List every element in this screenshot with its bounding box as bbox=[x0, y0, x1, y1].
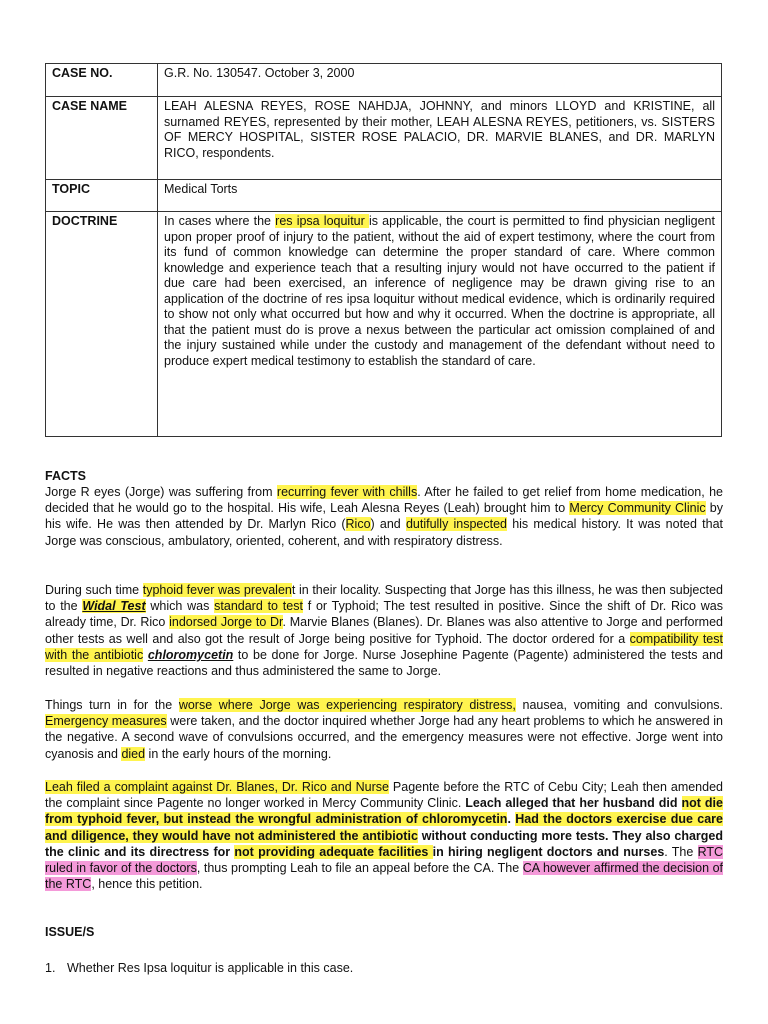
facts-paragraph-4 bbox=[45, 779, 723, 892]
text: his medical history. It was noted that Jorge was conscious, ambulatory, oriented, coherent, and with respiratory distress. bbox=[45, 517, 723, 548]
doctrine-value bbox=[158, 212, 722, 437]
highlight: standard to test bbox=[214, 599, 303, 614]
case-name-label: CASE NAME bbox=[46, 97, 158, 180]
doctrine-text-2: is applicable, the court is permitted to find physician negligent upon proper proof of injury to the patient, without the aid of expert testimony, where the court from its fund of common knowledge can determine the proper standard of care. Where common knowledge and experience teach that a resulting injury would not have occurred to the patient if due care had been exercised, an inference of negligence may be drawn giving rise to an application of the doctrine of res ipsa loquitur without medical evidence, which is ordinarily required to show not only what occurred but how and why it occurred. When the doctrine is appropriate, all that the patient must do is prove a nexus between the particular act omission complained of and the injury sustained while under the custody and management of the defendant without need to produce expert medical testimony to establish the standard of care. bbox=[164, 214, 715, 368]
highlight: recurring fever with chills bbox=[276, 485, 418, 499]
bold-text: . bbox=[507, 812, 516, 827]
pink-highlight: CA however affirmed the decision of the RTC bbox=[45, 861, 724, 892]
highlight: indorsed Jorge to Dr bbox=[169, 615, 283, 630]
text: in the early hours of the morning. bbox=[145, 746, 332, 761]
bold-text: Leach alleged that her husband did bbox=[465, 796, 682, 811]
issue-text: Whether Res Ipsa loquitur is applicable in this case. bbox=[67, 961, 354, 975]
text: . Marvie Blanes (Blanes). Dr. Blanes was also attentive to Jorge and performed other tests as well and also got the result of Jorge being positive for Typhoid. The doctor ordered for a bbox=[45, 615, 723, 646]
highlight: Rico bbox=[345, 517, 371, 532]
text: , thus prompting Leah to file an appeal before the CA. The bbox=[196, 861, 523, 876]
case-digest-page bbox=[45, 63, 723, 437]
text: Jorge R eyes (Jorge) was suffering from bbox=[45, 485, 277, 499]
emphasis: chloromycetin bbox=[147, 647, 234, 662]
doctrine-label: DOCTRINE bbox=[46, 212, 158, 437]
facts-paragraph-1 bbox=[45, 484, 723, 549]
highlight: dutifully inspected bbox=[405, 517, 508, 532]
highlight-res-ipsa: res ipsa loquitur bbox=[275, 214, 369, 228]
case-table bbox=[45, 63, 722, 437]
highlight: died bbox=[121, 746, 146, 761]
case-name-row bbox=[46, 97, 722, 180]
issue-item bbox=[45, 960, 353, 976]
pink-highlight: RTC ruled in favor of the doctors bbox=[45, 844, 724, 876]
highlight: worse where Jorge was experiencing respiratory distress, bbox=[178, 698, 516, 712]
text: Pagente before the RTC of Cebu City; Leah then amended the complaint since Pagente no longer worked in Mercy Community Clinic. bbox=[45, 780, 723, 811]
text: were taken, and the doctor inquired whether Jorge had any heart problems to which he answered in the negative. A second wave of convulsions occurred, and the emergency measures were not effective. Jorge went into cyanosis and bbox=[45, 714, 724, 761]
text: f or Typhoid; The test resulted in positive. Since the shift of Dr. Rico was already time, Dr. Rico bbox=[45, 599, 723, 630]
topic-label: TOPIC bbox=[46, 180, 158, 212]
issue-number: 1. bbox=[45, 961, 56, 975]
highlight: compatibility test with the antibiotic bbox=[45, 631, 723, 662]
highlight: typhoid fever was prevalen bbox=[142, 583, 292, 597]
highlight: not providing adequate facilities bbox=[234, 844, 433, 859]
text: Things turn in for the bbox=[45, 698, 179, 712]
text: During such time bbox=[45, 583, 143, 597]
highlight: Had the doctors exercise due care and diligence, they would have not administered the antibiotic bbox=[45, 812, 724, 843]
facts-paragraph-2 bbox=[45, 582, 723, 679]
text: ) and bbox=[370, 517, 406, 532]
highlight: Mercy Community Clinic bbox=[569, 501, 706, 516]
highlight: Emergency measures bbox=[45, 714, 167, 729]
topic-value: Medical Torts bbox=[158, 180, 722, 212]
case-no-value: G.R. No. 130547. October 3, 2000 bbox=[158, 64, 722, 97]
bold-text: in hiring negligent doctors and nurses bbox=[432, 844, 665, 859]
text: . After he failed to get relief from home medication, he decided that he would go to the hospital. His wife, Leah Alesna Reyes (Leah) brought him to bbox=[45, 485, 723, 516]
text: by his wife. He was then attended by Dr. Marlyn Rico ( bbox=[45, 501, 723, 532]
highlight: not die from typhoid fever, but instead the wrongful administration of chloromycetin bbox=[45, 796, 723, 827]
issues-heading: ISSUE/S bbox=[45, 925, 95, 939]
text: which was bbox=[145, 599, 215, 614]
case-name-value: LEAH ALESNA REYES, ROSE NAHDJA, JOHNNY, and minors LLOYD and KRISTINE, all surnamed REYES, represented by their mother, LEAH ALESNA REYES, petitioners, vs. SISTERS OF MERCY HOSPITAL, SISTER ROSE PALACIO, DR. MARVIE BLANES, and DR. MARLYN RICO, respondents. bbox=[158, 97, 722, 180]
text: t in their locality. Suspecting that Jorge has this illness, he was then subjected to the bbox=[45, 583, 724, 614]
highlight: Widal Test bbox=[82, 599, 146, 614]
doctrine-text-1: In cases where the bbox=[164, 214, 276, 228]
facts-paragraph-3 bbox=[45, 697, 723, 762]
topic-row bbox=[46, 180, 722, 212]
case-no-row bbox=[46, 64, 722, 97]
text: , hence this petition. bbox=[91, 877, 203, 892]
facts-heading: FACTS bbox=[45, 469, 86, 483]
highlight: Leah filed a complaint against Dr. Blanes, Dr. Rico and Nurse bbox=[45, 780, 389, 794]
bold-text: without conducting more tests. They also charged the clinic and its directress for bbox=[45, 828, 724, 859]
doctrine-row bbox=[46, 212, 722, 437]
text: . The bbox=[664, 844, 698, 859]
case-no-label: CASE NO. bbox=[46, 64, 158, 97]
text: to be done for Jorge. Nurse Josephine Pagente (Pagente) administered the tests and resulted in negative reactions and thus administered the same to Jorge. bbox=[45, 647, 723, 679]
text: nausea, vomiting and convulsions. bbox=[515, 698, 723, 712]
